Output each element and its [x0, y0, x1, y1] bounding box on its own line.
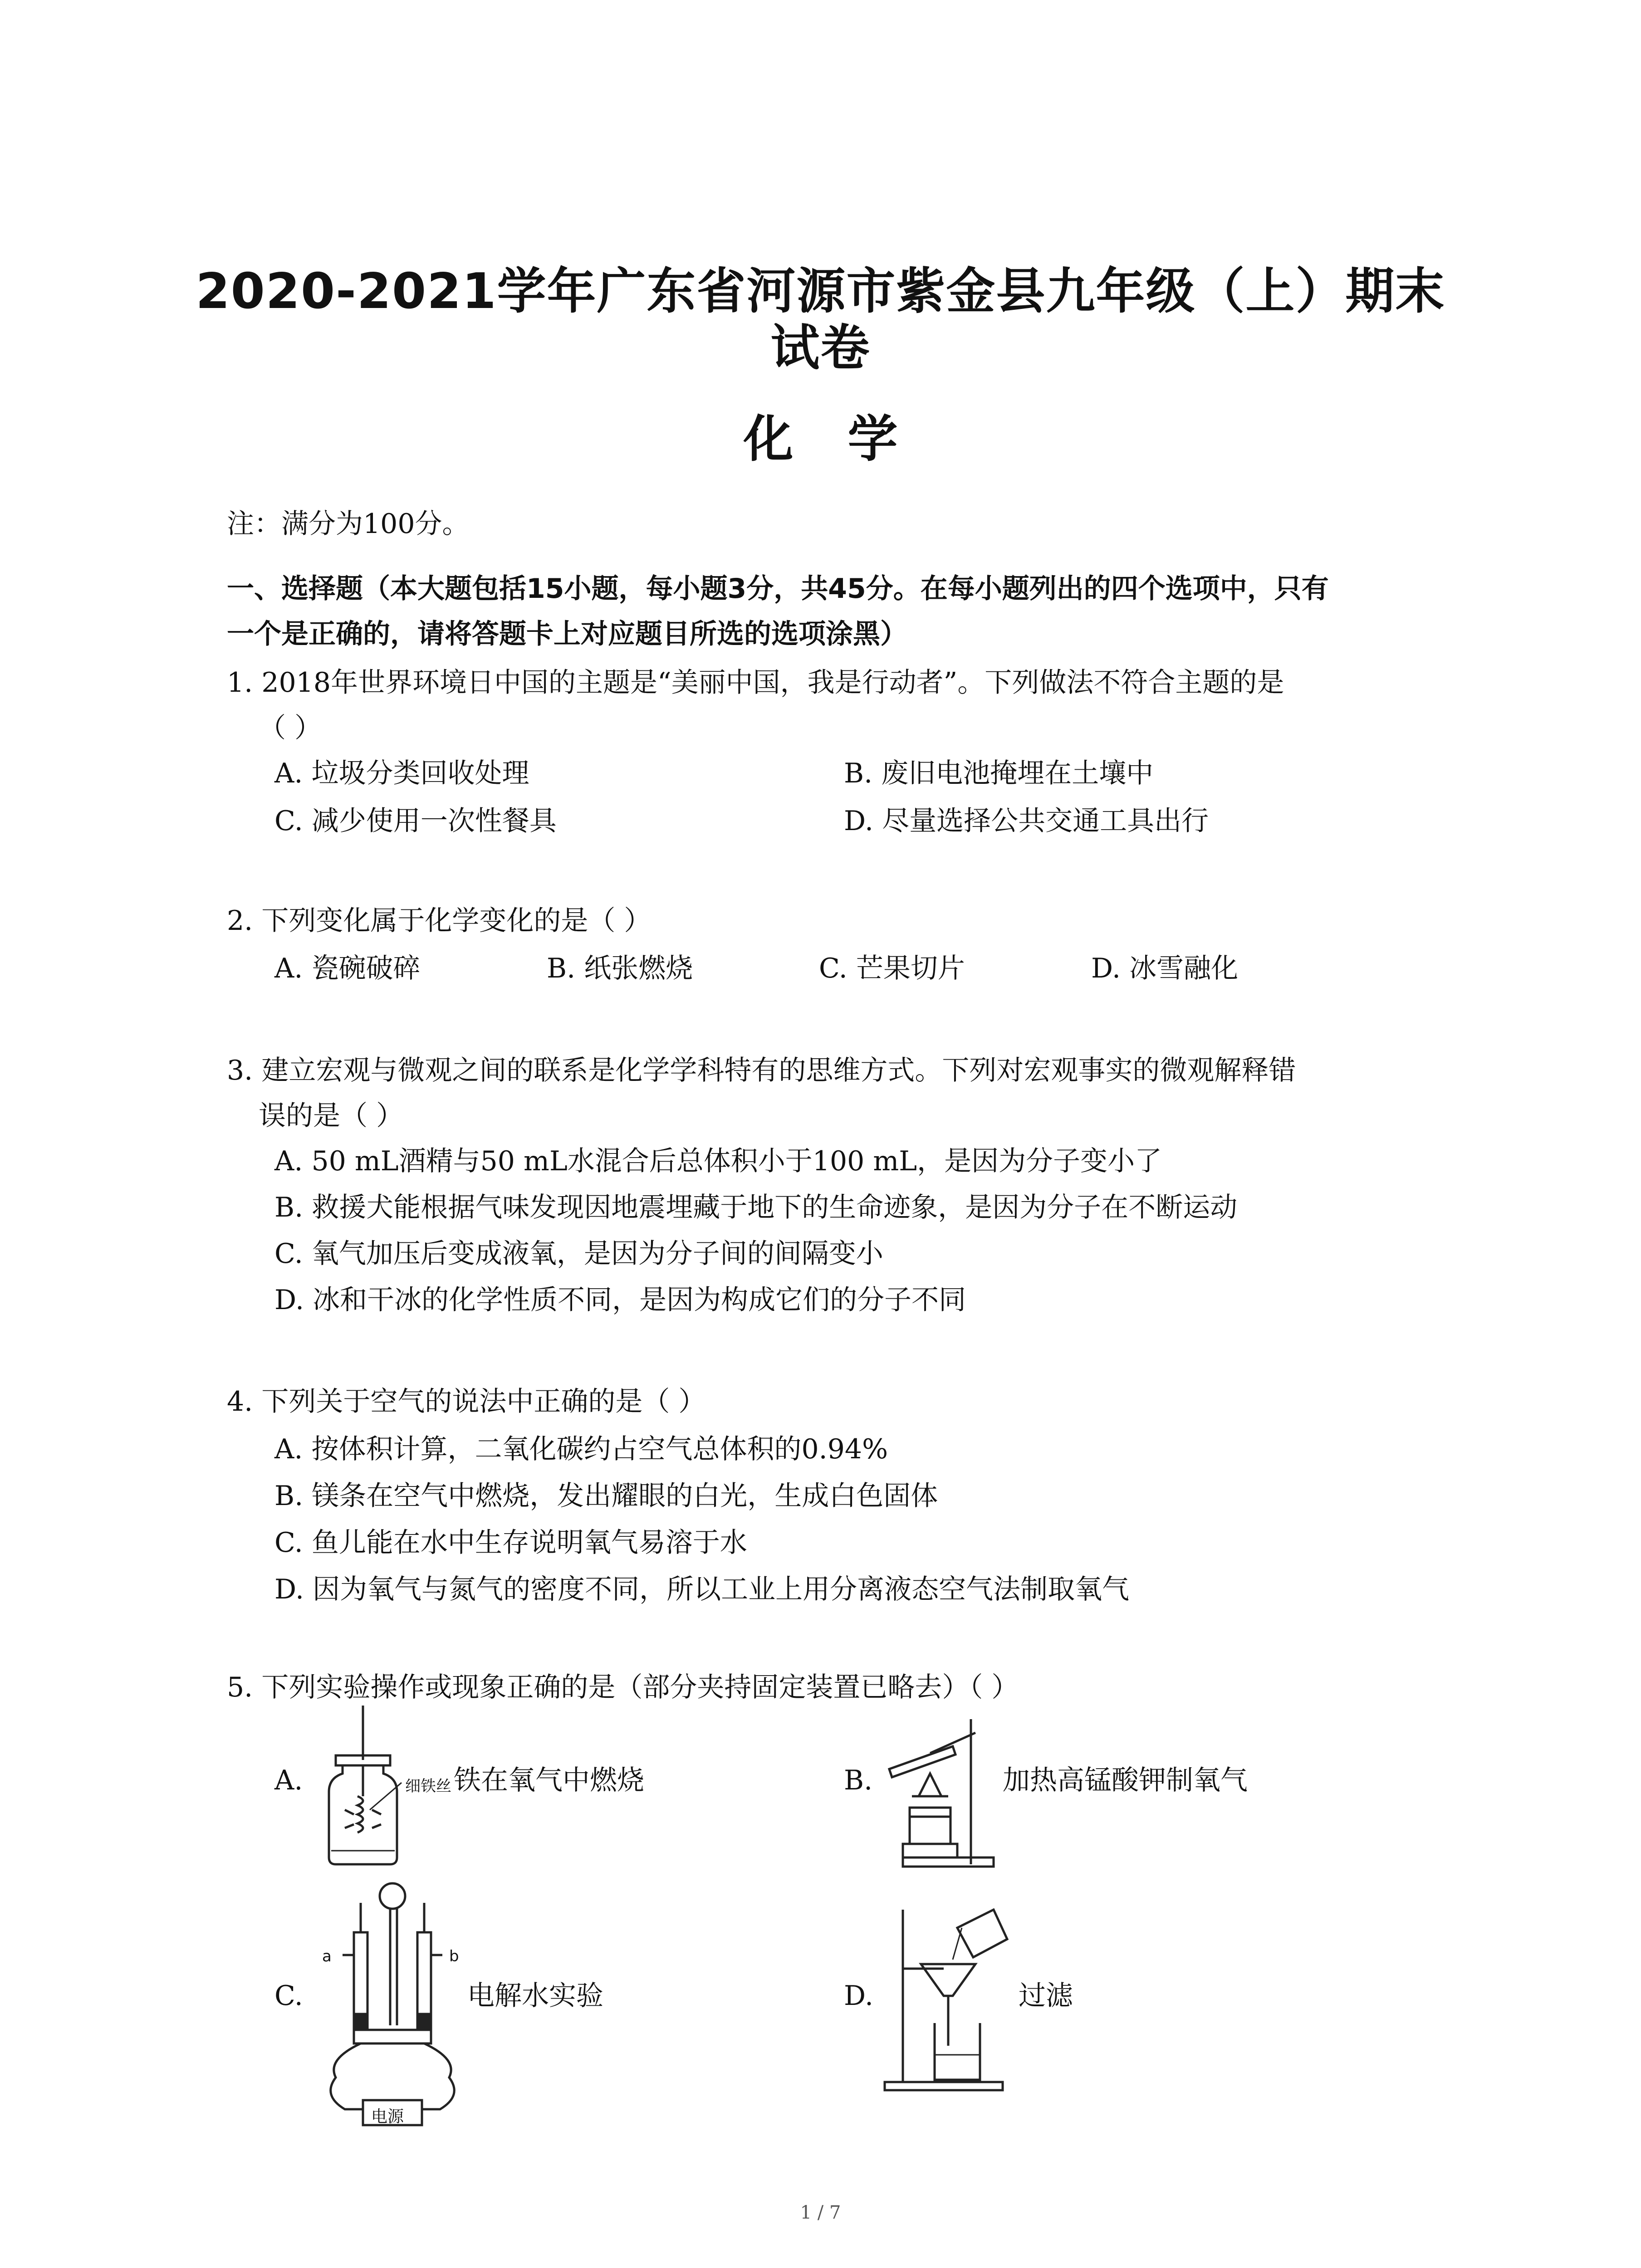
q3-option-b: B. 救援犬能根据气味发现因地震埋藏于地下的生命迹象，是因为分子在不断运动 [274, 1192, 1238, 1223]
q5-option-d-letter: D. [844, 1980, 874, 2012]
subject-title: 化学 [743, 410, 952, 468]
q5-option-c-caption: 电解水实验 [467, 1980, 603, 2012]
q5-option-b-letter: B. [844, 1765, 873, 1796]
water-electrolysis-figure [318, 1878, 481, 2132]
q1-stem: 1. 2018年世界环境日中国的主题是“美丽中国，我是行动者”。下列做法不符合主题的是 [227, 667, 1284, 699]
section-heading-line1: 一、选择题（本大题包括15小题，每小题3分，共45分。在每小题列出的四个选项中，只有 [227, 573, 1329, 605]
q3-stem-line2: 误的是（ ） [259, 1100, 404, 1132]
q1-option-b: B. 废旧电池掩埋在土壤中 [844, 758, 1154, 789]
q3-option-d: D. 冰和干冰的化学性质不同，是因为构成它们的分子不同 [274, 1284, 966, 1316]
electrode-label-b: b [449, 1947, 459, 1965]
q5-option-b-caption: 加热高锰酸钾制氧气 [1003, 1765, 1248, 1796]
section-heading-line2: 一个是正确的，请将答题卡上对应题目所选的选项涂黑） [227, 618, 907, 650]
q1-option-c: C. 减少使用一次性餐具 [274, 805, 557, 837]
q2-option-a: A. 瓷碗破碎 [274, 953, 421, 984]
q5-stem: 5. 下列实验操作或现象正确的是（部分夹持固定装置已略去）（ ） [227, 1672, 1019, 1703]
q5-option-a-caption: 铁在氧气中燃烧 [454, 1765, 644, 1796]
electrode-label-a: a [322, 1947, 332, 1965]
q5-option-c-letter: C. [274, 1980, 303, 2012]
q4-option-c: C. 鱼儿能在水中生存说明氧气易溶于水 [274, 1527, 747, 1559]
q1-stem-bracket: （ ） [259, 712, 322, 744]
q5-option-d-caption: 过滤 [1019, 1980, 1073, 2012]
q2-option-d: D. 冰雪融化 [1091, 953, 1239, 984]
iron-wire-label: 细铁丝 [405, 1777, 451, 1795]
q3-option-c: C. 氧气加压后变成液氧，是因为分子间的间隔变小 [274, 1238, 883, 1270]
q2-stem: 2. 下列变化属于化学变化的是（ ） [227, 905, 652, 937]
exam-title-line1: 2020-2021学年广东省河源市紫金县九年级（上）期末 [196, 263, 1445, 320]
q1-option-a: A. 垃圾分类回收处理 [274, 758, 529, 789]
q4-option-a: A. 按体积计算，二氧化碳约占空气总体积的0.94% [274, 1433, 888, 1465]
q4-stem: 4. 下列关于空气的说法中正确的是（ ） [227, 1386, 706, 1418]
q4-option-b: B. 镁条在空气中燃烧，发出耀眼的白光，生成白色固体 [274, 1480, 938, 1512]
q2-option-b: B. 纸张燃烧 [547, 953, 693, 984]
q4-option-d: D. 因为氧气与氮气的密度不同，所以工业上用分离液态空气法制取氧气 [274, 1574, 1130, 1605]
score-note: 注：满分为100分。 [227, 508, 470, 540]
page-number: 1 / 7 [800, 2202, 841, 2223]
exam-title-line2: 试卷 [770, 320, 871, 376]
q3-option-a: A. 50 mL酒精与50 mL水混合后总体积小于100 mL，是因为分子变小了 [274, 1145, 1162, 1177]
power-supply-label: 电源 [371, 2107, 404, 2126]
q1-option-d: D. 尽量选择公共交通工具出行 [844, 805, 1209, 837]
q3-stem: 3. 建立宏观与微观之间的联系是化学学科特有的思维方式。下列对宏观事实的微观解释错 [227, 1055, 1296, 1086]
q5-option-a-letter: A. [274, 1765, 303, 1796]
potassium-permanganate-heating-figure [885, 1715, 1003, 1869]
filtration-figure [885, 1901, 1030, 2091]
q2-option-c: C. 芒果切片 [819, 953, 965, 984]
